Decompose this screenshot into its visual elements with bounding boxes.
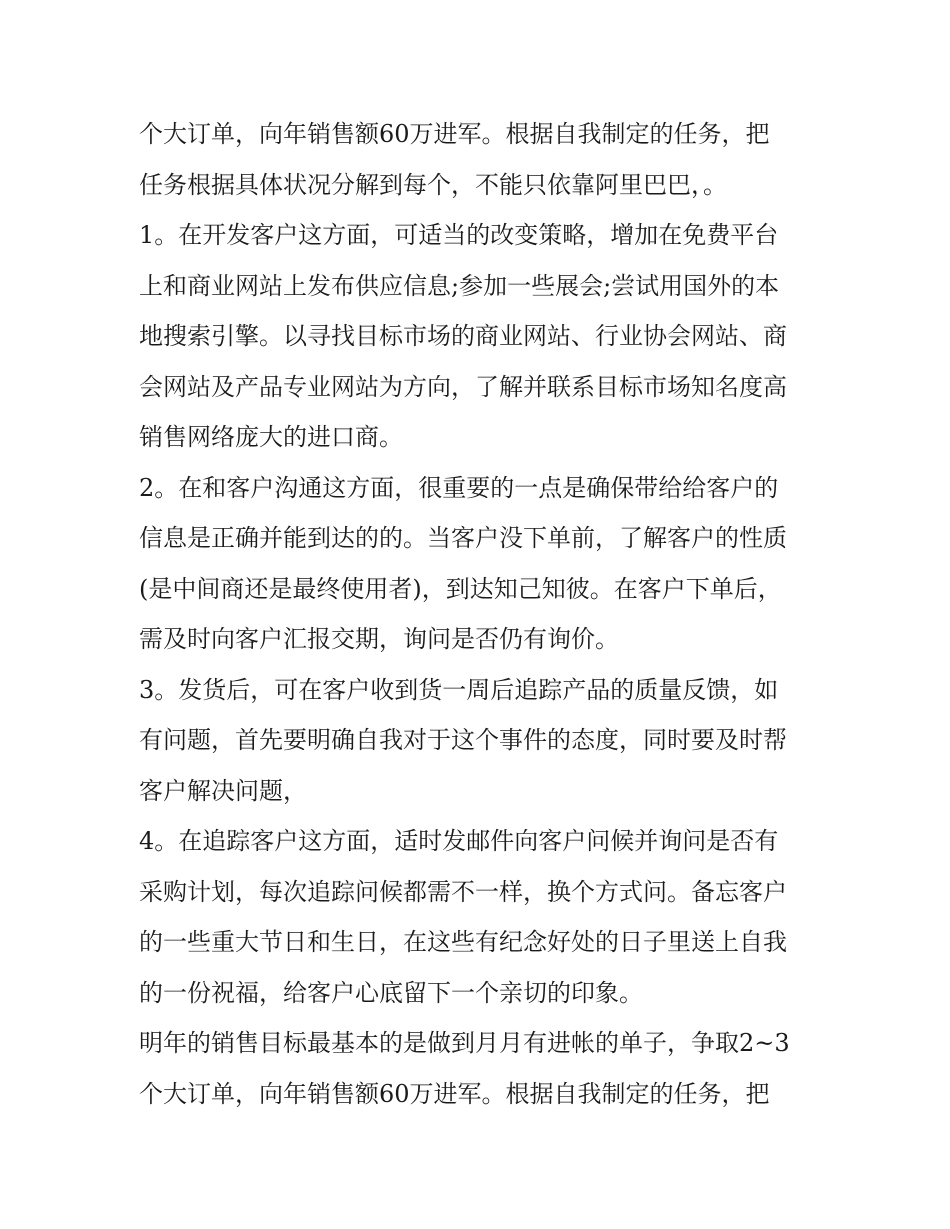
text-line: 采购计划，每次追踪问候都需不一样，换个方式问。备忘客户 [139, 877, 787, 906]
text-line: 的一些重大节日和生日，在这些有纪念好处的日子里送上自我 [139, 928, 787, 956]
paragraph-item-3 [139, 665, 819, 817]
text-line: 明年的销售目标最基本的是做到月月有进帐的单子，争取2~3 [139, 1029, 790, 1057]
paragraph-item-2 [139, 463, 819, 665]
text-line: 需及时向客户汇报交期，询问是否仍有询价。 [139, 625, 619, 653]
text-line: 客户解决问题， [139, 776, 307, 805]
text-line: 销售网络庞大的进口商。 [139, 423, 403, 451]
text-line: 地搜索引擎。以寻找目标市场的商业网站、行业协会网站、商 [139, 322, 787, 350]
text-line: 4。在追踪客户这方面，适时发邮件向客户问候并询问是否有 [139, 827, 779, 855]
paragraph-item-4 [139, 816, 819, 1018]
paragraph-item-1 [139, 210, 819, 463]
text-line: 2。在和客户沟通这方面，很重要的一点是确保带给给客户的 [139, 473, 779, 502]
text-line: 任务根据具体状况分解到每个，不能只依靠阿里巴巴，。 [139, 170, 727, 199]
text-line: 有问题，首先要明确自我对于这个事件的态度，同时要及时帮 [139, 726, 787, 754]
text-line: 的一份祝福，给客户心底留下一个亲切的印象。 [139, 978, 643, 1007]
paragraph-sales-target [139, 1018, 819, 1119]
text-line: 上和商业网站上发布供应信息;参加一些展会;尝试用国外的本 [139, 271, 780, 300]
text-line: 个大订单，向年销售额60万进军。根据自我制定的任务，把 [139, 1079, 770, 1108]
text-line: 会网站及产品专业网站为方向，了解并联系目标市场知名度高 [139, 372, 787, 401]
text-line: 信息是正确并能到达的的。当客户没下单前，了解客户的性质 [139, 524, 787, 552]
paragraph-intro-continuation [139, 109, 819, 210]
document-body [139, 109, 819, 1119]
text-line: (是中间商还是最终使用者)，到达知己知彼。在客户下单后， [139, 574, 782, 603]
text-line: 个大订单，向年销售额60万进军。根据自我制定的任务，把 [139, 120, 770, 148]
text-line: 1。在开发客户这方面，可适当的改变策略，增加在免费平台 [139, 221, 779, 249]
text-line: 3。发货后，可在客户收到货一周后追踪产品的质量反馈，如 [139, 675, 779, 704]
